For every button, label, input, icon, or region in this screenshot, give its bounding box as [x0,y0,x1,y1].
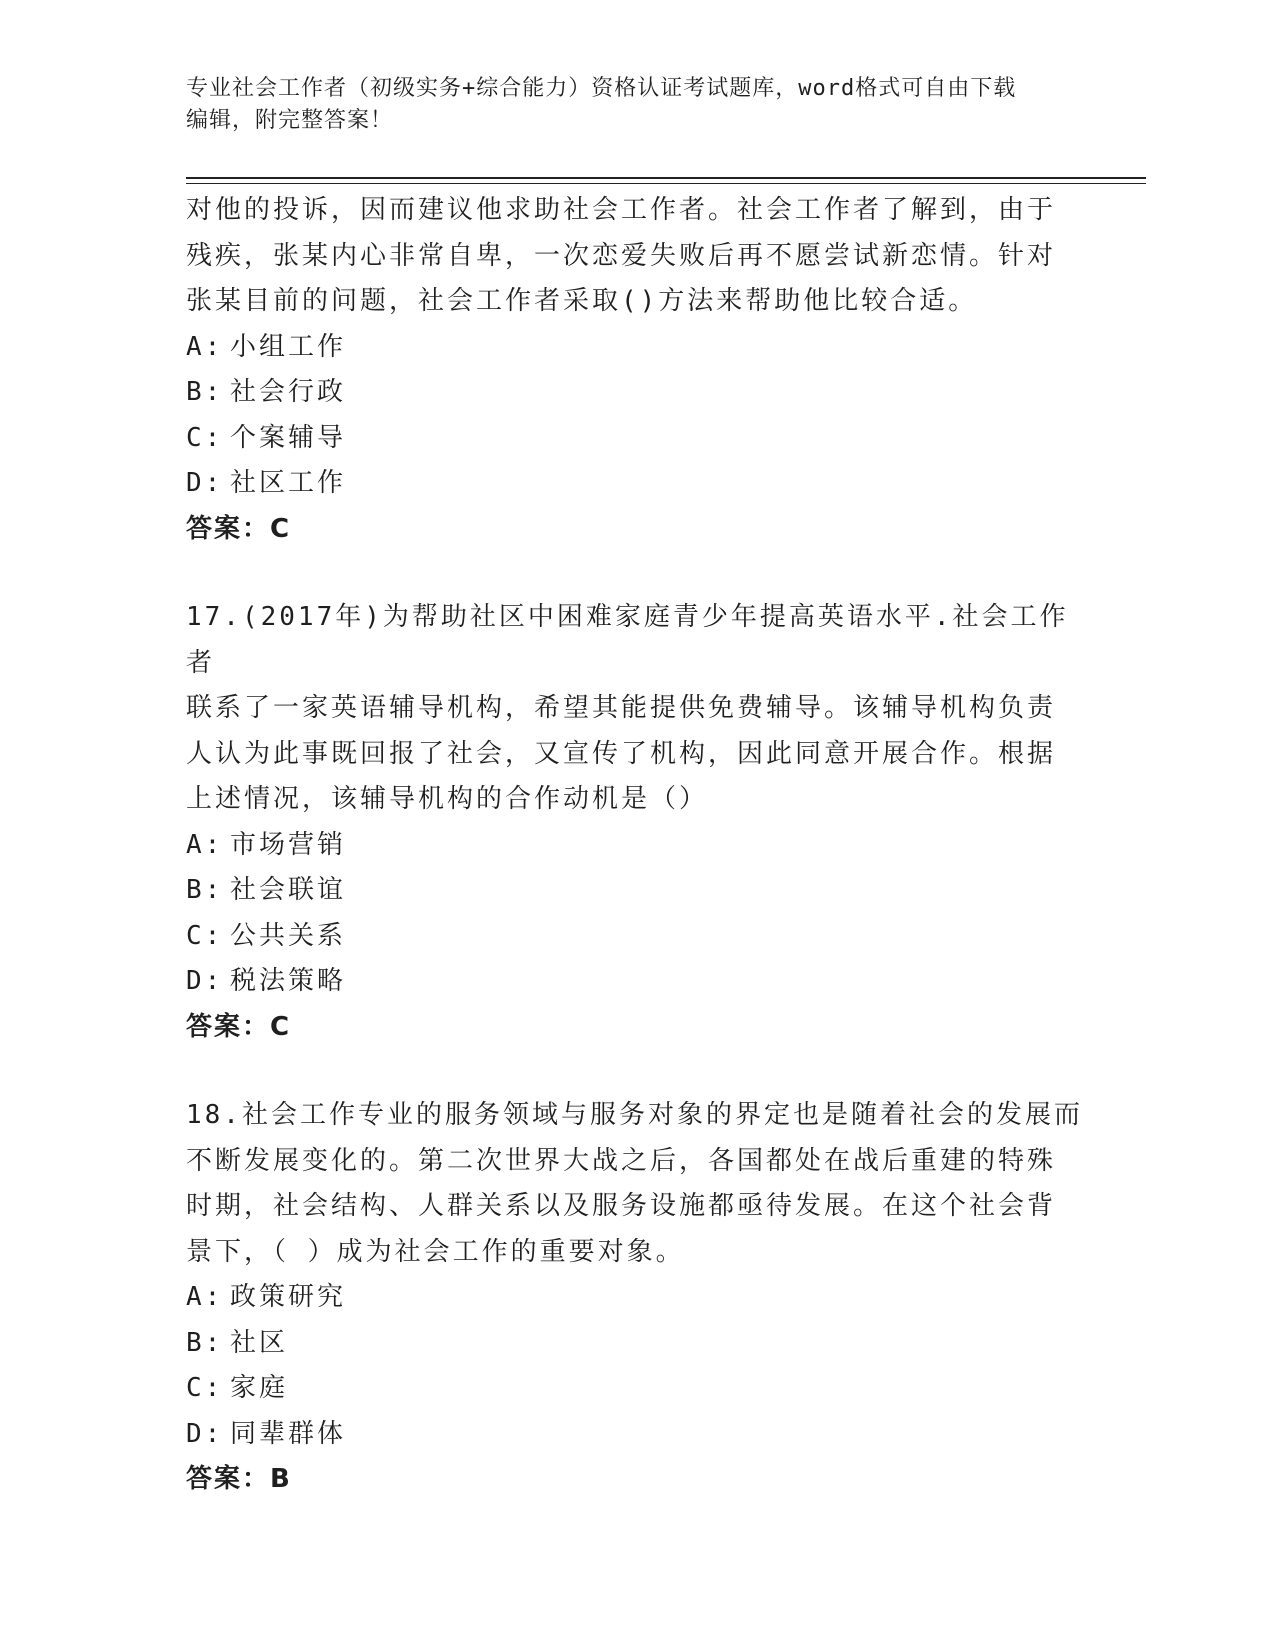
option-d [186,461,1086,507]
option-text: 社区工作 [230,468,347,498]
option-key: B: [186,377,224,407]
option-key: B: [186,875,224,905]
option-text: 市场营销 [230,829,347,860]
question-line: 不断发展变化的。第二次世界大战之后，各国都处在战后重建的特殊 [186,1145,1057,1176]
option-c [186,416,1086,462]
option-b [186,370,1086,416]
question-line: 残疾，张某内心非常自卑，一次恋爱失败后再不愿尝试新恋情。针对 [186,240,1057,271]
question-block [186,595,1086,1050]
header-line-2: 编辑，附完整答案！ [186,108,394,133]
option-text: 个案辅导 [230,422,347,453]
option-a [186,1275,1086,1321]
option-text: 小组工作 [230,331,347,362]
answer-line: 答案：C [186,1011,292,1042]
option-text: 社会行政 [230,377,347,407]
option-b [186,1321,1086,1367]
option-key: A: [186,829,224,860]
option-text: 税法策略 [230,966,347,996]
option-d [186,959,1086,1005]
header-line-1: 专业社会工作者（初级实务+综合能力）资格认证考试题库，word格式可自由下载 [186,76,1017,101]
option-key: D: [186,966,224,996]
question-list [186,188,1086,1503]
option-text: 社区 [230,1327,289,1358]
question-line: 18.社会工作专业的服务领域与服务对象的界定也是随着社会的发展而 [186,1100,1083,1130]
question-line: 对他的投诉，因而建议他求助社会工作者。社会工作者了解到，由于 [186,195,1057,225]
option-b [186,868,1086,914]
question-line: 17.(2017年)为帮助社区中困难家庭青少年提高英语水平.社会工作者 [186,602,1069,678]
header-rule-thick [186,177,1146,179]
header-rule-thin [186,183,1146,184]
option-key: D: [186,1418,224,1449]
question-line: 人认为此事既回报了社会，又宣传了机构，因此同意开展合作。根据 [186,738,1057,769]
question-line: 时期，社会结构、人群关系以及服务设施都亟待发展。在这个社会背 [186,1191,1057,1221]
option-text: 政策研究 [230,1282,347,1312]
option-key: C: [186,920,224,951]
option-text: 家庭 [230,1373,289,1403]
question-block [186,188,1086,552]
option-a [186,823,1086,869]
option-c [186,1366,1086,1412]
answer-line: 答案：C [186,513,292,544]
option-text: 同辈群体 [230,1418,347,1449]
option-a [186,325,1086,371]
option-key: A: [186,331,224,362]
question-line: 景下，（ ）成为社会工作的重要对象。 [186,1236,685,1267]
spacer [186,552,1086,595]
question-line: 联系了一家英语辅导机构，希望其能提供免费辅导。该辅导机构负责 [186,693,1057,723]
option-key: C: [186,1373,224,1403]
option-key: C: [186,422,224,453]
answer-line: 答案：B [186,1464,292,1494]
option-text: 社会联谊 [230,875,347,905]
question-line: 张某目前的问题，社会工作者采取()方法来帮助他比较合适。 [186,286,978,316]
question-block [186,1093,1086,1503]
option-key: A: [186,1282,224,1312]
question-line: 上述情况，该辅导机构的合作动机是（） [186,784,709,814]
option-c [186,914,1086,960]
option-d [186,1412,1086,1458]
option-text: 公共关系 [230,920,347,951]
option-key: B: [186,1327,224,1358]
spacer [186,1050,1086,1093]
document-header [186,73,1086,137]
option-key: D: [186,468,224,498]
